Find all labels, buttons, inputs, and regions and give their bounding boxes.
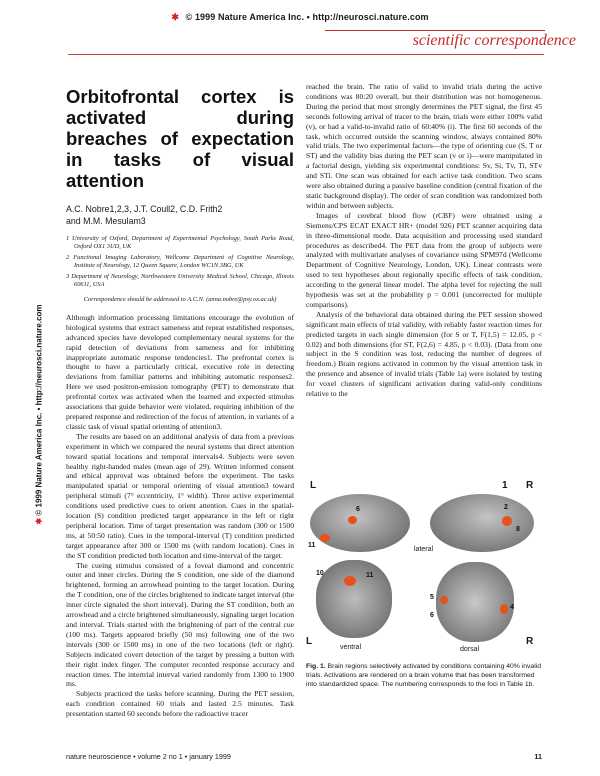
page-header xyxy=(0,12,600,23)
brain-ventral xyxy=(316,560,392,638)
activation-focus-label: 4 xyxy=(510,604,514,611)
activation-focus-label: 11 xyxy=(308,542,316,549)
footer-journal: nature neuroscience • volume 2 no 1 • january 1999 xyxy=(66,752,231,761)
figure-lateral-label: lateral xyxy=(414,546,434,553)
sidebar-logo-icon: ✱ xyxy=(34,517,44,525)
figure-brain-renderings xyxy=(306,476,542,656)
activation-spot xyxy=(320,534,330,542)
figure-label-left-bottom: L xyxy=(306,636,313,647)
figure-label-num: 1 xyxy=(502,480,508,491)
authors-line-2: and M.M. Mesulam3 xyxy=(66,216,146,226)
figure-ventral-label: ventral xyxy=(340,644,362,651)
left-column xyxy=(66,86,294,719)
page-footer xyxy=(66,752,542,761)
activation-spot xyxy=(440,596,448,604)
activation-focus-label: 6 xyxy=(430,612,434,619)
paragraph: Although information processing limitations encourage the evolution of biological systems that extract sameness and repeat established responses, advanced species have developed complementary neural systems for the rapid detection of deviations from sameness and for inhibiting inappropriate automatic response tendencies1. The prefrontal cortex is thought to have a particularly critical, executive role in detecting deviations from familiar patterns and inhibiting automatic responses2. Here we used positron-emission tomography (PET) to demonstrate that prefrontal cortex was activated when the learned and expected stimulus associations that guide behavior were violated, requiring inhibition of the prepared response and redirection of the focus of attention, in variants of a classic task of visual spatial orienting of attention3. xyxy=(66,312,294,431)
figure-label-right-bottom: R xyxy=(526,636,534,647)
activation-spot xyxy=(500,604,508,614)
affiliation-3: 3 Department of Neurology, Northwestern University Medical School, Chicago, Illinois 60611, USA xyxy=(66,273,294,288)
section-title: scientific correspondence xyxy=(412,32,576,49)
authors-line-1: A.C. Nobre1,2,3, J.T. Coull2, C.D. Frith2 xyxy=(66,204,223,214)
page-number: 11 xyxy=(534,752,542,761)
brain-lateral-right xyxy=(430,494,534,552)
paragraph: reached the brain. The ratio of valid to invalid trials during the active conditions was 80:20 overall, but their distribution was not homogeneous. During the period that most strongly determines the PET signal, the first 45 seconds following arrival of tracer to the brain, trials were either 100% valid (v), or had a valid-to-invalid ratio of 60:40% (i). The first 60 seconds of the task, which occurred outside the scanning window, always contained 80% valid trials. The two experimental factors—the type of orienting cue (S, T or ST) and the validity bias during the PET scan (v or i)—were manipulated in a factorial design, yielding six experimental conditions: Sv, Si, Tv, Ti, STv and STi. One scan was obtained for each active task condition. Two scans were also obtained during a passive baseline condition (central fixation of the static background display). The order of scan condition was randomized both within and between subjects. xyxy=(306,82,542,210)
right-column xyxy=(306,82,542,399)
activation-spot xyxy=(348,516,357,524)
paragraph: The cueing stimulus consisted of a foveal diamond and concentric outer and inner circles. During the S condition, one side of the diamond brightened, forming an arrowhead pointing to the target location. During the T condition, one of the circles brightened to indicate target interval (the inner circle signaled the short interval). During the ST condition, both an arrowhead and a circle brightened simultaneously, signaling target location and interval. Trials started with the brightening of part of the central cue (100 ms). Targets appeared briefly (50 ms) following one of the two intervals (300 or 1500 ms) in one of the two locations (left or right). Subjects indicated covert detection of the target by pressing a button with their right index finger. The computer recorded response accuracy and reaction times. The intertrial interval varied randomly from 1300 to 1900 ms. xyxy=(66,560,294,689)
activation-focus-label: 5 xyxy=(430,594,434,601)
figure-dorsal-label: dorsal xyxy=(460,646,480,653)
paragraph: The results are based on an additional analysis of data from a previous experiment in which we compared the neural systems that direct attention toward spatial locations and temporal intervals4. Subjects were seven healthy right-handed males (mean age of 29). Written informed consent and ethical approval was obtained before the experiment. The tasks manipulated spatial or temporal orienting of visual attention3 toward peripheral stimuli (7° eccentricity, 1° width). Three active experimental conditions used predictive cues to orient attention. Cues in the spatial-location (S) condition predicted target appearance in the left or right peripheral location. Time of target presentation was random (300 or 1500 ms, at 50:50 ratio). Cues in the temporal-interval (T) condition predicted target appearance after 300 or 1500 ms (with random location). Cues in the ST condition predicted both location and time-interval of the target. xyxy=(66,431,294,560)
activation-focus-label: 8 xyxy=(516,526,520,533)
figure-caption xyxy=(306,662,542,689)
paragraph: Images of cerebral blood flow (rCBF) were obtained using a Siemens/CPS ECAT EXACT HR+ (model 926) PET scanner acquiring data in three-dimensional mode. Data acquisition and processing used standard procedures as described4. The PET data from the group of subjects were analyzed with multivariate analyses of covariance using SPM97d (Wellcome Department of Cognitive Neurology, London, UK). Linear contrasts were used to test hypotheses about regionally specific effects of task condition, according to the general linear model. The alpha level for rejecting the null hypothesis was set at the probability p = 0.001 (uncorrected for multiple comparisons). xyxy=(306,210,542,309)
activation-focus-label: 10 xyxy=(316,570,324,577)
top-rule xyxy=(68,54,544,55)
paragraph: Analysis of the behavioral data obtained during the PET session showed significant main effects of trial validity, with reliably faster reaction times for predicted targets in each single dimension (for S or T, F(1,5) = 12.05, p < 0.02) and both dimensions (for ST, F(2,6) = 4.85, p < 0.03). (Data from one subject in the S condition was lost, reducing the number of degrees of freedom.) Brain regions activated in common by the visual attention task in the presence and absence of invalid trials (Table 1a) were isolated by testing for voxel clusters of significant activation during valid-only conditions relative to the xyxy=(306,309,542,399)
figure-label-left: L xyxy=(310,480,317,491)
correspondence-note: Correspondence should be addressed to A.C.N. (anna.nobre@psy.ox.ac.uk) xyxy=(83,296,277,303)
brain-dorsal xyxy=(436,562,514,642)
nature-logo-icon: ✱ xyxy=(171,12,180,22)
activation-focus-label: 11 xyxy=(366,572,374,579)
affiliation-2: 2 Functional Imaging Laboratory, Wellcome Department of Cognitive Neurology, Institute of Neurology, 12 Queen Square, London WC1N 3BG, UK xyxy=(66,254,294,269)
brain-lateral-left xyxy=(310,494,410,552)
author-list xyxy=(66,203,294,227)
activation-spot xyxy=(344,576,356,586)
paragraph: Subjects practiced the tasks before scanning. During the PET session, each condition contained 60 trials and lasted 2.5 minutes. Task presentation started 60 seconds before the radioactive tracer xyxy=(66,689,294,719)
figure-label-right: R xyxy=(526,480,534,491)
activation-spot xyxy=(502,516,512,526)
article-title: Orbitofrontal cortex is activated during breaches of expectation in tasks of visual attention xyxy=(66,86,294,191)
section-rule xyxy=(325,30,545,31)
figure-caption-text: Brain regions selectively activated by conditions containing 40% invalid trials. Activations are rendered on a brain volume that has been transformed into standardized space. The numbering corresponds to the foci in Table 1b. xyxy=(306,663,541,688)
figure-caption-label: Fig. 1. xyxy=(306,663,326,670)
affiliation-1: 1 University of Oxford, Department of Experimental Psychology, South Parks Road, Oxford OX1 3UD, UK xyxy=(66,235,294,250)
header-copyright: © 1999 Nature America Inc. • http://neurosci.nature.com xyxy=(185,12,429,22)
sidebar-copyright xyxy=(34,250,48,580)
activation-focus-label: 6 xyxy=(356,506,360,513)
sidebar-text: © 1999 Nature America Inc. • http://neurosci.nature.com xyxy=(34,304,44,516)
activation-focus-label: 2 xyxy=(504,504,508,511)
